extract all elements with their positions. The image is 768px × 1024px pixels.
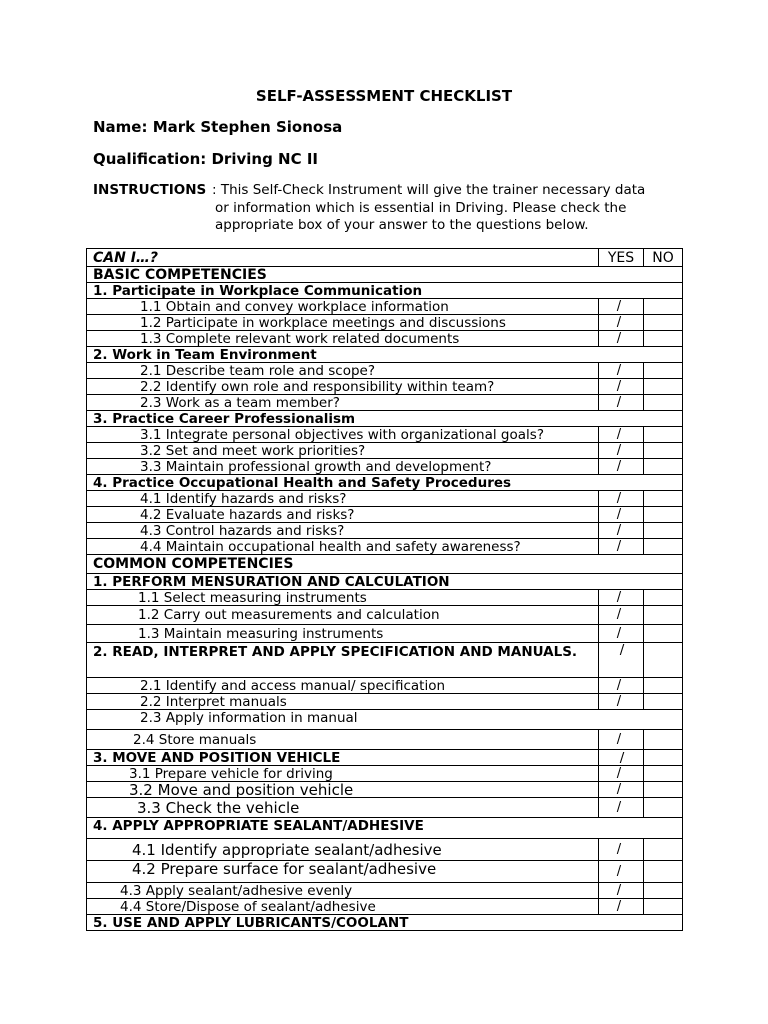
question-text: 4.2 Prepare surface for sealant/adhesive <box>87 861 599 883</box>
instructions-line-2: or information which is essential in Driving. Please check the <box>215 199 627 216</box>
yes-cell[interactable]: / <box>599 861 644 883</box>
question-text: 3.1 Integrate personal objectives with organizational goals? <box>87 427 599 443</box>
question-text: 2.1 Describe team role and scope? <box>87 363 599 379</box>
no-cell[interactable] <box>644 782 683 798</box>
yes-cell[interactable]: / <box>599 427 644 443</box>
yes-cell[interactable]: / <box>599 694 644 710</box>
section-heading: 5. USE AND APPLY LUBRICANTS/COOLANT <box>87 915 683 931</box>
instructions-label <box>93 182 206 198</box>
question-text: 3.3 Check the vehicle <box>87 798 599 818</box>
no-cell[interactable] <box>644 427 683 443</box>
no-cell[interactable] <box>644 798 683 818</box>
common-competencies-heading: COMMON COMPETENCIES <box>87 555 683 574</box>
section-heading: 4. Practice Occupational Health and Safety Procedures <box>87 475 683 491</box>
yes-cell[interactable]: / <box>599 625 644 643</box>
no-cell[interactable] <box>644 625 683 643</box>
no-cell[interactable] <box>644 678 683 694</box>
no-cell[interactable] <box>644 331 683 347</box>
yes-cell[interactable]: / <box>599 539 644 555</box>
table-row <box>87 443 683 459</box>
table-row <box>87 861 683 883</box>
table-row <box>87 331 683 347</box>
question-text: 4.1 Identify appropriate sealant/adhesive <box>87 839 599 861</box>
yes-cell[interactable]: / <box>599 507 644 523</box>
section-row <box>87 475 683 491</box>
yes-cell[interactable]: / <box>599 839 644 861</box>
table-row <box>87 539 683 555</box>
question-text: 1.1 Select measuring instruments <box>87 590 599 606</box>
table-row <box>87 883 683 899</box>
yes-cell[interactable]: / <box>599 459 644 475</box>
checklist-table <box>86 248 683 931</box>
instructions-line-1: : This Self-Check Instrument will give the trainer necessary data <box>212 182 646 198</box>
table-row <box>87 899 683 915</box>
no-cell[interactable] <box>644 363 683 379</box>
no-cell[interactable] <box>644 694 683 710</box>
question-text: 3.1 Prepare vehicle for driving <box>87 766 599 782</box>
no-cell[interactable] <box>644 491 683 507</box>
question-text: 4.4 Store/Dispose of sealant/adhesive <box>87 899 599 915</box>
question-text: 4.2 Evaluate hazards and risks? <box>87 507 599 523</box>
section-row <box>87 411 683 427</box>
qualification: Qualification: Driving NC II <box>93 150 318 168</box>
no-cell[interactable] <box>644 643 683 678</box>
yes-cell[interactable]: / <box>599 643 644 678</box>
no-cell[interactable] <box>644 883 683 899</box>
header-yes: YES <box>599 249 644 267</box>
table-row <box>87 459 683 475</box>
yes-cell[interactable]: / <box>599 315 644 331</box>
table-row <box>87 625 683 643</box>
table-row <box>87 315 683 331</box>
question-text: 2.3 Work as a team member? <box>87 395 599 411</box>
section-heading: 3. Practice Career Professionalism <box>87 411 683 427</box>
section-row <box>87 818 683 839</box>
table-row <box>87 491 683 507</box>
no-cell[interactable] <box>644 606 683 625</box>
section-row <box>87 555 683 574</box>
table-row <box>87 694 683 710</box>
question-text: 1.3 Maintain measuring instruments <box>87 625 599 643</box>
yes-cell[interactable]: / <box>599 798 644 818</box>
yes-cell[interactable]: / <box>599 750 644 766</box>
no-cell[interactable] <box>644 507 683 523</box>
table-row <box>87 299 683 315</box>
yes-cell[interactable]: / <box>599 443 644 459</box>
section-heading: 2. Work in Team Environment <box>87 347 683 363</box>
question-text: 2.2 Identify own role and responsibility within team? <box>87 379 599 395</box>
no-cell[interactable] <box>644 539 683 555</box>
question-text: 1.3 Complete relevant work related documents <box>87 331 599 347</box>
no-cell[interactable] <box>644 395 683 411</box>
table-row <box>87 710 683 730</box>
question-text: 2.2 Interpret manuals <box>87 694 599 710</box>
table-row <box>87 606 683 625</box>
instructions-line-3: appropriate box of your answer to the questions below. <box>215 217 589 233</box>
no-cell[interactable] <box>644 861 683 883</box>
section-row <box>87 574 683 590</box>
section-heading: 2. READ, INTERPRET AND APPLY SPECIFICATION AND MANUALS. <box>87 643 599 678</box>
yes-cell[interactable]: / <box>599 730 644 750</box>
section-row <box>87 267 683 283</box>
question-text: 3.2 Move and position vehicle <box>87 782 599 798</box>
no-cell[interactable] <box>644 730 683 750</box>
yes-cell[interactable]: / <box>599 899 644 915</box>
table-row <box>87 590 683 606</box>
no-cell[interactable] <box>644 839 683 861</box>
table-row <box>87 766 683 782</box>
no-cell[interactable] <box>644 899 683 915</box>
instructions-label-text: INSTRUCTIONS <box>93 182 207 198</box>
section-row <box>87 283 683 299</box>
yes-cell[interactable]: / <box>599 395 644 411</box>
table-row <box>87 523 683 539</box>
table-row <box>87 678 683 694</box>
no-cell[interactable] <box>644 379 683 395</box>
yes-cell[interactable]: / <box>599 363 644 379</box>
question-text: 4.3 Apply sealant/adhesive evenly <box>87 883 599 899</box>
table-row <box>87 839 683 861</box>
yes-cell[interactable]: / <box>599 678 644 694</box>
no-cell[interactable] <box>644 523 683 539</box>
yes-cell[interactable]: / <box>599 766 644 782</box>
no-cell[interactable] <box>644 750 683 766</box>
table-row <box>87 395 683 411</box>
header-no: NO <box>644 249 683 267</box>
section-row <box>87 915 683 931</box>
section-row <box>87 643 683 678</box>
yes-cell[interactable]: / <box>599 883 644 899</box>
question-text: 3.2 Set and meet work priorities? <box>87 443 599 459</box>
yes-cell[interactable]: / <box>599 299 644 315</box>
no-cell[interactable] <box>644 315 683 331</box>
yes-cell[interactable]: / <box>599 379 644 395</box>
trainee-name: Name: Mark Stephen Sionosa <box>93 118 343 136</box>
section-row <box>87 750 683 766</box>
header-can-i: CAN I…? <box>87 249 599 267</box>
table-row <box>87 379 683 395</box>
section-heading: 1. PERFORM MENSURATION AND CALCULATION <box>87 574 683 590</box>
table-row <box>87 363 683 379</box>
section-heading: 3. MOVE AND POSITION VEHICLE <box>87 750 599 766</box>
yes-cell[interactable]: / <box>599 491 644 507</box>
no-cell[interactable] <box>644 590 683 606</box>
question-text: 1.2 Carry out measurements and calculation <box>87 606 599 625</box>
yes-cell[interactable]: / <box>599 590 644 606</box>
table-row <box>87 782 683 798</box>
basic-competencies-heading: BASIC COMPETENCIES <box>87 267 683 283</box>
question-text: 2.3 Apply information in manual <box>87 710 683 730</box>
table-row <box>87 798 683 818</box>
no-cell[interactable] <box>644 443 683 459</box>
no-cell[interactable] <box>644 299 683 315</box>
table-header-row <box>87 249 683 267</box>
question-text: 1.2 Participate in workplace meetings and discussions <box>87 315 599 331</box>
page-title: SELF-ASSESSMENT CHECKLIST <box>255 87 513 105</box>
section-heading: 1. Participate in Workplace Communication <box>87 283 683 299</box>
table-row <box>87 730 683 750</box>
yes-cell[interactable]: / <box>599 606 644 625</box>
no-cell[interactable] <box>644 766 683 782</box>
table-row <box>87 507 683 523</box>
yes-cell[interactable]: / <box>599 523 644 539</box>
question-text: 4.1 Identify hazards and risks? <box>87 491 599 507</box>
section-heading: 4. APPLY APPROPRIATE SEALANT/ADHESIVE <box>87 818 683 839</box>
yes-cell[interactable]: / <box>599 331 644 347</box>
question-text: 4.4 Maintain occupational health and safety awareness? <box>87 539 599 555</box>
question-text: 3.3 Maintain professional growth and development? <box>87 459 599 475</box>
question-text: 2.1 Identify and access manual/ specification <box>87 678 599 694</box>
yes-cell[interactable]: / <box>599 782 644 798</box>
question-text: 1.1 Obtain and convey workplace information <box>87 299 599 315</box>
question-text: 4.3 Control hazards and risks? <box>87 523 599 539</box>
table-row <box>87 427 683 443</box>
section-row <box>87 347 683 363</box>
no-cell[interactable] <box>644 459 683 475</box>
question-text: 2.4 Store manuals <box>87 730 599 750</box>
